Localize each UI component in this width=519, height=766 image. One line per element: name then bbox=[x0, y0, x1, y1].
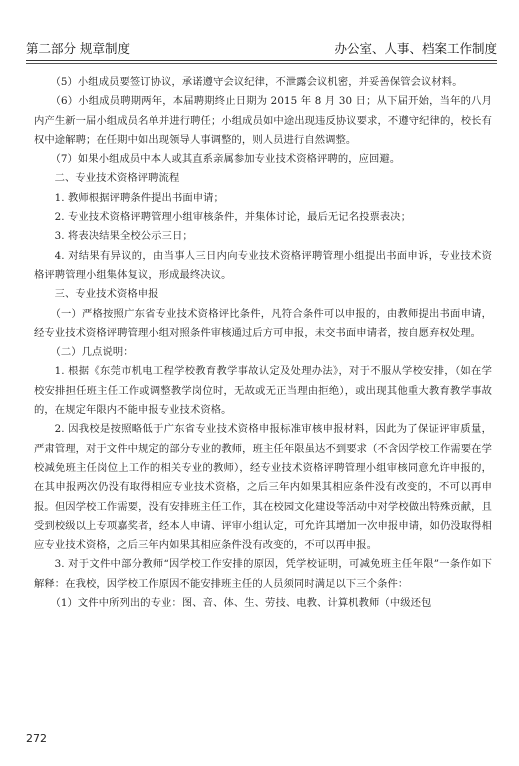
header-chapter-title: 办公室、人事、档案工作制度 bbox=[334, 41, 497, 56]
running-header bbox=[26, 39, 497, 59]
section-heading: 二、专业技术资格评聘流程 bbox=[54, 172, 180, 185]
header-rule bbox=[26, 60, 497, 61]
paragraph: （7）如果小组成员中本人或其直系亲属参加专业技术资格评聘的，应回避。 bbox=[50, 153, 401, 166]
list-item: 1. 根据《东莞市机电工程学校教育教学事故认定及处理办法》，对于不服从学校安排，（如在学校安排担任班主任工作或调整教学岗位时，无故或无正当理由拒绝），或出现其他重大教育教学事故的，在规定年限内不能申报专业技术资格。 bbox=[34, 365, 492, 417]
list-item: 2. 因我校是按照略低于广东省专业技术资格申报标准审核申报材料，因此为了保证评审质量，严肃管理，对于文件中规定的部分专业的教师，班主任年限虽达不到要求（不含因学校工作需要在学校减免班主任岗位上工作的相关专业的教师），经专业技术资格评聘管理小组审核同意允许申报的，在其申报两次仍没有取得相应专业技术资格，之后三年内如果其相应条件没有改变的，不可以再申报。但因学校工作需要，没有安排班主任工作，其在校园文化建设等活动中对学校做出特殊贡献，且受到校级以上专项嘉奖者，经本人申请、评审小组认定，可允许其增加一次申报申请，如仍没取得相应专业技术资格，之后三年内如果其相应条件没有改变的，不可以再申报。 bbox=[34, 423, 492, 552]
list-item: 1. 教师根据评聘条件提出书面申请； bbox=[54, 191, 224, 204]
section-heading: 三、专业技术资格申报 bbox=[54, 288, 159, 301]
list-item: 4. 对结果有异议的，由当事人三日内向专业技术资格评聘管理小组提出书面申诉，专业技术资格评聘管理小组集体复议，形成最终决议。 bbox=[34, 249, 492, 281]
page-number: 272 bbox=[26, 732, 47, 745]
header-section-title: 第二部分 规章制度 bbox=[26, 41, 130, 56]
paragraph: （一）严格按照广东省专业技术资格评比条件，凡符合条件可以申报的，由教师提出书面申请，经专业技术资格评聘管理小组对照条件审核通过后方可申报，未交书面申请者，按自愿弃权处理。 bbox=[34, 307, 492, 339]
list-item: 3. 将表决结果全校公示三日； bbox=[54, 230, 193, 243]
list-item: 2. 专业技术资格评聘管理小组审核条件，并集体讨论，最后无记名投票表决； bbox=[54, 211, 412, 224]
paragraph: （5）小组成员要签订协议，承诺遵守会议纪律，不泄露会议机密，并妥善保管会议材料。 bbox=[50, 76, 463, 88]
header-rule-thin bbox=[26, 63, 497, 64]
paragraph: （6）小组成员聘期两年，本届聘期终止日期为 2015 年 8 月 30 日；从下届开始，当年的八月内产生新一届小组成员名单并进行聘任；小组成员如中途出现违反协议要求，不遵守纪律的，校长有权中途解聘；在任期中如出现领导人事调整的，则人员进行自然调整。 bbox=[34, 95, 492, 146]
list-item: 3. 对于文件中部分教师“因学校工作安排的原因，凭学校证明，可减免班主任年限”一条作如下解释：在我校，因学校工作原因不能安排班主任的人员须同时满足以下三个条件： bbox=[34, 558, 492, 590]
document-body bbox=[34, 73, 492, 613]
paragraph: （1）文件中所列出的专业：图、音、体、生、劳技、电教、计算机教师（中级还包 bbox=[50, 597, 432, 610]
paragraph: （二）几点说明： bbox=[50, 346, 134, 359]
